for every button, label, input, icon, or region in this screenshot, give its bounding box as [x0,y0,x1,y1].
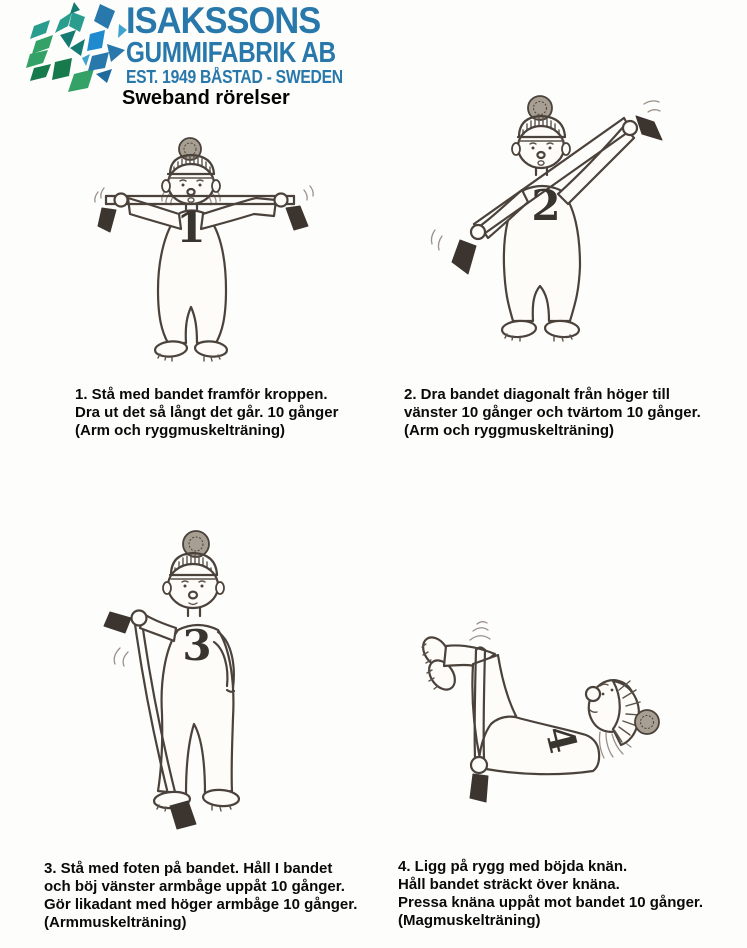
band-tassel [170,801,196,829]
exercise-4-illustration [400,618,690,818]
band-tassel [470,774,488,802]
caption-line: 2. Dra bandet diagonalt från höger till [404,386,670,403]
exercise-2-illustration [420,90,680,360]
caption-line: (Magmuskelträning) [398,912,541,929]
band-tassel [104,612,131,633]
band-tassel [98,208,116,232]
caption-line: 4. Ligg på rygg med böjda knän. [398,858,628,875]
exercise-4-caption [398,858,703,930]
company-name: ISAKSSONS [126,0,321,41]
caption-line: Gör likadant med höger armbåge 10 gånger. [44,896,358,913]
band-tassel [286,206,308,230]
caption-line: Håll bandet sträckt över knäna. [398,876,620,893]
company-tagline: EST. 1949 BÅSTAD - SWEDEN [126,67,343,87]
company-subname: GUMMIFABRIK AB [126,37,336,69]
exercise-2-caption [404,386,701,440]
exercise-3-caption [44,860,357,932]
company-logo-mark-icon [22,2,127,94]
caption-line: (Arm och ryggmuskelträning) [75,422,286,439]
caption-line: Dra ut det så långt det går. 10 gånger [75,404,339,421]
page-title: Sweband rörelser [122,87,290,109]
band-tassel [636,116,662,140]
exercise-number: 4 [536,720,587,758]
caption-line: 1. Stå med bandet framför kroppen. [75,386,328,403]
company-logo-text [126,0,376,87]
caption-line: (Armmuskelträning) [44,914,187,931]
exercise-1-caption [75,386,338,440]
caption-line: 3. Stå med foten på bandet. Håll I bandet [44,860,333,877]
exercise-number: 3 [182,621,212,670]
exercise-3-illustration [90,510,320,840]
caption-line: och böj vänster armbåge uppåt 10 gånger. [44,878,345,895]
caption-line: (Arm och ryggmuskelträning) [404,422,615,439]
caption-line: Pressa knäna uppåt mot bandet 10 gånger. [398,894,704,911]
exercise-number: 2 [531,181,561,230]
exercise-number: 1 [176,203,206,252]
caption-line: vänster 10 gånger och tvärtom 10 gånger. [404,404,701,421]
exercise-1-illustration [90,130,320,370]
band-tassel [452,240,476,274]
